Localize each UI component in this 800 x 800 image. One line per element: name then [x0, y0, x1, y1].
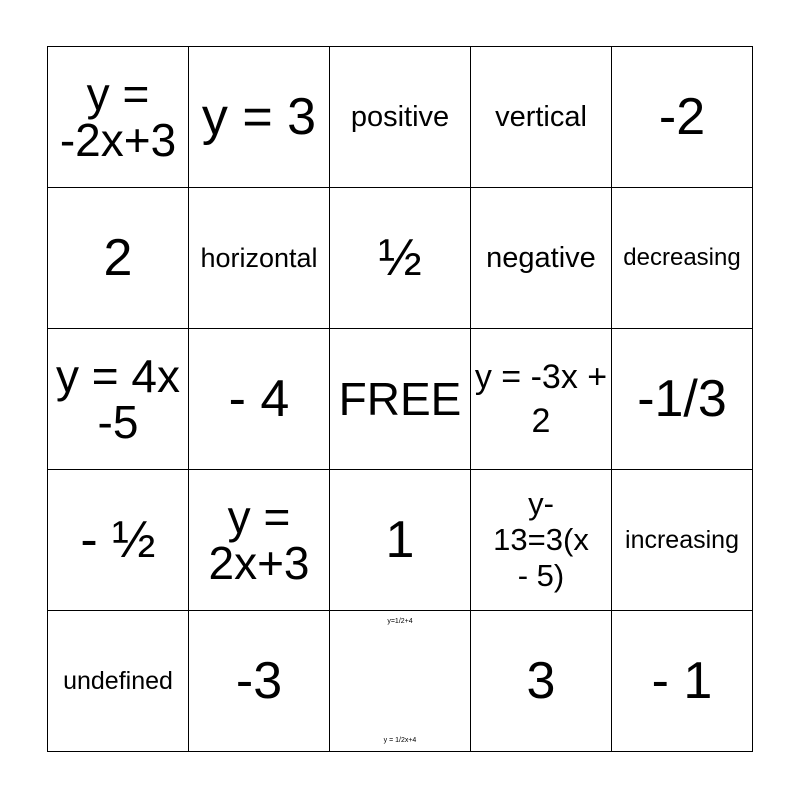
- cell-label: -3: [235, 652, 283, 710]
- cell-label: decreasing: [623, 244, 741, 271]
- cell-label: horizontal: [200, 242, 318, 273]
- bingo-cell[interactable]: [189, 611, 330, 752]
- cell-label: y-13=3(x - 5): [493, 485, 589, 594]
- cell-label: y = -3x + 2: [474, 357, 608, 440]
- bingo-cell[interactable]: [48, 470, 189, 611]
- free-space: FREE: [338, 373, 462, 425]
- bingo-cell[interactable]: [330, 47, 471, 188]
- cell-label: y = 3: [201, 88, 317, 146]
- bingo-cell[interactable]: [471, 329, 612, 470]
- bingo-cell[interactable]: [48, 188, 189, 329]
- bingo-cell[interactable]: [48, 329, 189, 470]
- bingo-cell[interactable]: [330, 329, 471, 470]
- bingo-cell[interactable]: [471, 470, 612, 611]
- bingo-cell[interactable]: [189, 329, 330, 470]
- bingo-cell[interactable]: [189, 188, 330, 329]
- cell-label: ½: [378, 229, 422, 287]
- bingo-cell[interactable]: [612, 611, 753, 752]
- bingo-cell-image[interactable]: [330, 611, 471, 752]
- bingo-cell[interactable]: [612, 470, 753, 611]
- bingo-board: [47, 46, 753, 752]
- cell-label: negative: [486, 241, 596, 274]
- cell-label: vertical: [495, 100, 587, 133]
- bingo-cell[interactable]: [471, 611, 612, 752]
- cell-label: y = -2x+3: [59, 68, 177, 166]
- cell-label: y = 2x+3: [208, 491, 310, 589]
- bingo-cell[interactable]: [471, 47, 612, 188]
- cell-label: - 1: [651, 652, 713, 710]
- cell-label: undefined: [63, 666, 173, 695]
- cell-label: y = 4x -5: [55, 350, 180, 448]
- cell-label: 1: [385, 511, 415, 569]
- cell-label: -1/3: [637, 370, 727, 428]
- bingo-cell[interactable]: [189, 470, 330, 611]
- cell-label: - 4: [228, 370, 290, 428]
- cell-label: -2: [658, 88, 706, 146]
- image-caption-bottom: y = 1/2x+4: [383, 737, 417, 744]
- bingo-cell[interactable]: [471, 188, 612, 329]
- bingo-cell[interactable]: [48, 47, 189, 188]
- cell-label: 2: [103, 229, 133, 287]
- bingo-cell[interactable]: [189, 47, 330, 188]
- cell-label: positive: [350, 100, 450, 133]
- bingo-cell[interactable]: [48, 611, 189, 752]
- bingo-cell[interactable]: [330, 188, 471, 329]
- cell-label: - ½: [80, 511, 156, 569]
- cell-label: increasing: [625, 525, 739, 554]
- cell-label: 3: [526, 652, 556, 710]
- bingo-cell[interactable]: [612, 329, 753, 470]
- image-caption-top: y=1/2+4: [387, 618, 413, 625]
- bingo-cell[interactable]: [612, 47, 753, 188]
- bingo-cell[interactable]: [330, 470, 471, 611]
- bingo-cell[interactable]: [612, 188, 753, 329]
